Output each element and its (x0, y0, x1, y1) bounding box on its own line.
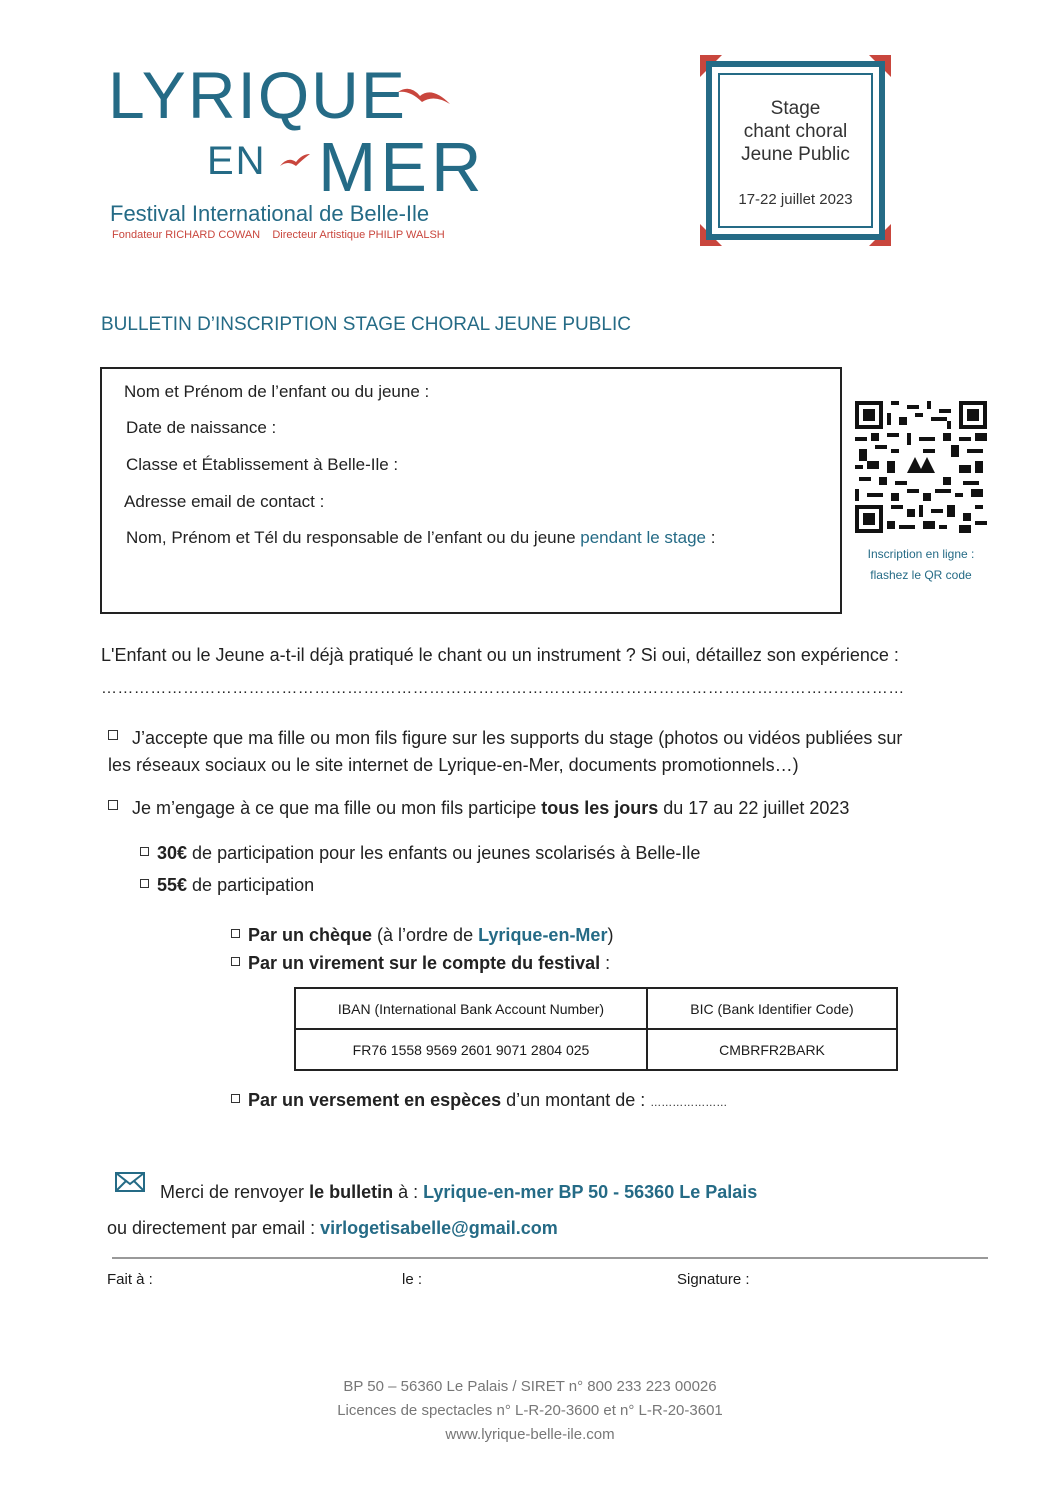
qr-code[interactable] (855, 401, 987, 533)
payment-cheque (231, 922, 613, 949)
bird-icon (278, 152, 312, 170)
field-name[interactable]: Nom et Prénom de l’enfant ou du jeune : (124, 382, 430, 401)
bird-icon (396, 84, 452, 112)
engagement (108, 795, 849, 822)
engagement-suffix: du 17 au 22 juillet 2023 (658, 798, 850, 818)
qr-caption-line2: flashez le QR code (870, 568, 972, 582)
price-option-55 (140, 872, 314, 899)
engagement-bold: tous les jours (541, 798, 659, 818)
cash-label: Par un versement en espèces (248, 1090, 502, 1110)
logo-en: EN (207, 139, 267, 183)
return-middle: à : (393, 1182, 424, 1202)
badge-line3: Jeune Public (741, 144, 850, 165)
field-school[interactable]: Classe et Établissement à Belle-Ile : (126, 455, 399, 474)
logo-festival: Festival International de Belle-Ile (110, 201, 430, 226)
stage-badge (700, 55, 891, 246)
bic-value: CMBRFR2BARK (647, 1029, 897, 1070)
photo-consent-line1: J’accepte que ma fille ou mon fils figure sur les supports du stage (photos ou vidéos publiées sur (132, 728, 903, 748)
field-email[interactable]: Adresse email de contact : (124, 492, 325, 511)
photo-consent-checkbox[interactable] (108, 730, 118, 740)
field-guardian-suffix: : (705, 528, 716, 547)
email-line (107, 1215, 558, 1242)
footer-website[interactable]: www.lyrique-belle-ile.com (445, 1426, 615, 1443)
badge-line1: Stage (770, 98, 821, 119)
cash-text: d’un montant de : (501, 1090, 651, 1110)
field-birth[interactable]: Date de naissance : (126, 418, 277, 437)
photo-consent-line2: les réseaux sociaux ou le site internet de Lyrique-en-Mer, documents promotionnels…) (108, 755, 799, 775)
iban-header: IBAN (International Bank Account Number) (295, 988, 647, 1029)
envelope-icon (115, 1172, 145, 1192)
badge-date: 17-22 juillet 2023 (738, 191, 853, 208)
sign-date[interactable]: le : (402, 1271, 423, 1288)
experience-answer-line[interactable]: ………………………………………………………………………………………………………………………………… (101, 680, 905, 697)
cheque-label: Par un chèque (248, 925, 373, 945)
badge-line2: chant choral (743, 121, 848, 142)
cheque-close: ) (607, 925, 614, 945)
iban-value: FR76 1558 9569 2601 9071 2804 025 (295, 1029, 647, 1070)
transfer-label: Par un virement sur le compte du festival (248, 953, 601, 973)
email-prefix: ou directement par email : (107, 1218, 321, 1238)
table-row (295, 988, 897, 1029)
cash-checkbox[interactable] (231, 1094, 240, 1103)
sign-place[interactable]: Fait à : (107, 1271, 153, 1288)
cheque-text: (à l’ordre de (372, 925, 479, 945)
contact-email-link[interactable]: virlogetisabelle@gmail.com (320, 1218, 558, 1238)
divider (112, 1257, 988, 1259)
cheque-checkbox[interactable] (231, 929, 240, 938)
logo-mer: MER (318, 128, 486, 206)
return-bold: le bulletin (309, 1182, 394, 1202)
price-30-text: de participation pour les enfants ou jeunes scolarisés à Belle-Ile (187, 843, 701, 863)
field-guardian-label: Nom, Prénom et Tél du responsable de l’enfant ou du jeune (126, 528, 576, 547)
engagement-prefix: Je m’engage à ce que ma fille ou mon fils participe (132, 798, 542, 818)
field-guardian[interactable] (126, 528, 715, 548)
logo-lyrique: LYRIQUE (108, 58, 407, 132)
engagement-checkbox[interactable] (108, 800, 118, 810)
sign-signature[interactable]: Signature : (677, 1271, 750, 1288)
cash-amount-line[interactable]: ………………… (650, 1097, 728, 1109)
return-line (160, 1179, 757, 1206)
experience-question: L'Enfant ou le Jeune a-t-il déjà pratiqué le chant ou un instrument ? Si oui, détaillez son expérience : (101, 645, 899, 665)
photo-consent (108, 725, 1008, 779)
return-prefix: Merci de renvoyer (160, 1182, 310, 1202)
qr-caption (846, 544, 996, 586)
logo-credits: Fondateur RICHARD COWAN Directeur Artistique PHILIP WALSH (112, 229, 445, 241)
price-30-checkbox[interactable] (140, 847, 149, 856)
price-option-30 (140, 840, 700, 867)
price-55-checkbox[interactable] (140, 879, 149, 888)
price-55-text: de participation (187, 875, 315, 895)
field-guardian-highlight: pendant le stage (580, 528, 706, 547)
payment-transfer (231, 950, 610, 977)
price-55-amount: 55€ (157, 875, 188, 895)
return-address: Lyrique-en-mer BP 50 - 56360 Le Palais (423, 1182, 758, 1202)
price-30-amount: 30€ (157, 843, 188, 863)
page-title: BULLETIN D’INSCRIPTION STAGE CHORAL JEUNE PUBLIC (101, 314, 631, 335)
bic-header: BIC (Bank Identifier Code) (647, 988, 897, 1029)
footer-address: BP 50 – 56360 Le Palais / SIRET n° 800 233 223 00026 (343, 1378, 717, 1395)
payment-cash (231, 1087, 727, 1117)
info-box (100, 367, 842, 614)
bank-table (294, 987, 898, 1071)
footer-licences: Licences de spectacles n° L-R-20-3600 et n° L-R-20-3601 (337, 1402, 723, 1419)
transfer-checkbox[interactable] (231, 957, 240, 966)
cheque-payee: Lyrique-en-Mer (478, 925, 608, 945)
table-row (295, 1029, 897, 1070)
qr-caption-line1: Inscription en ligne : (867, 547, 975, 561)
transfer-suffix: : (600, 953, 611, 973)
